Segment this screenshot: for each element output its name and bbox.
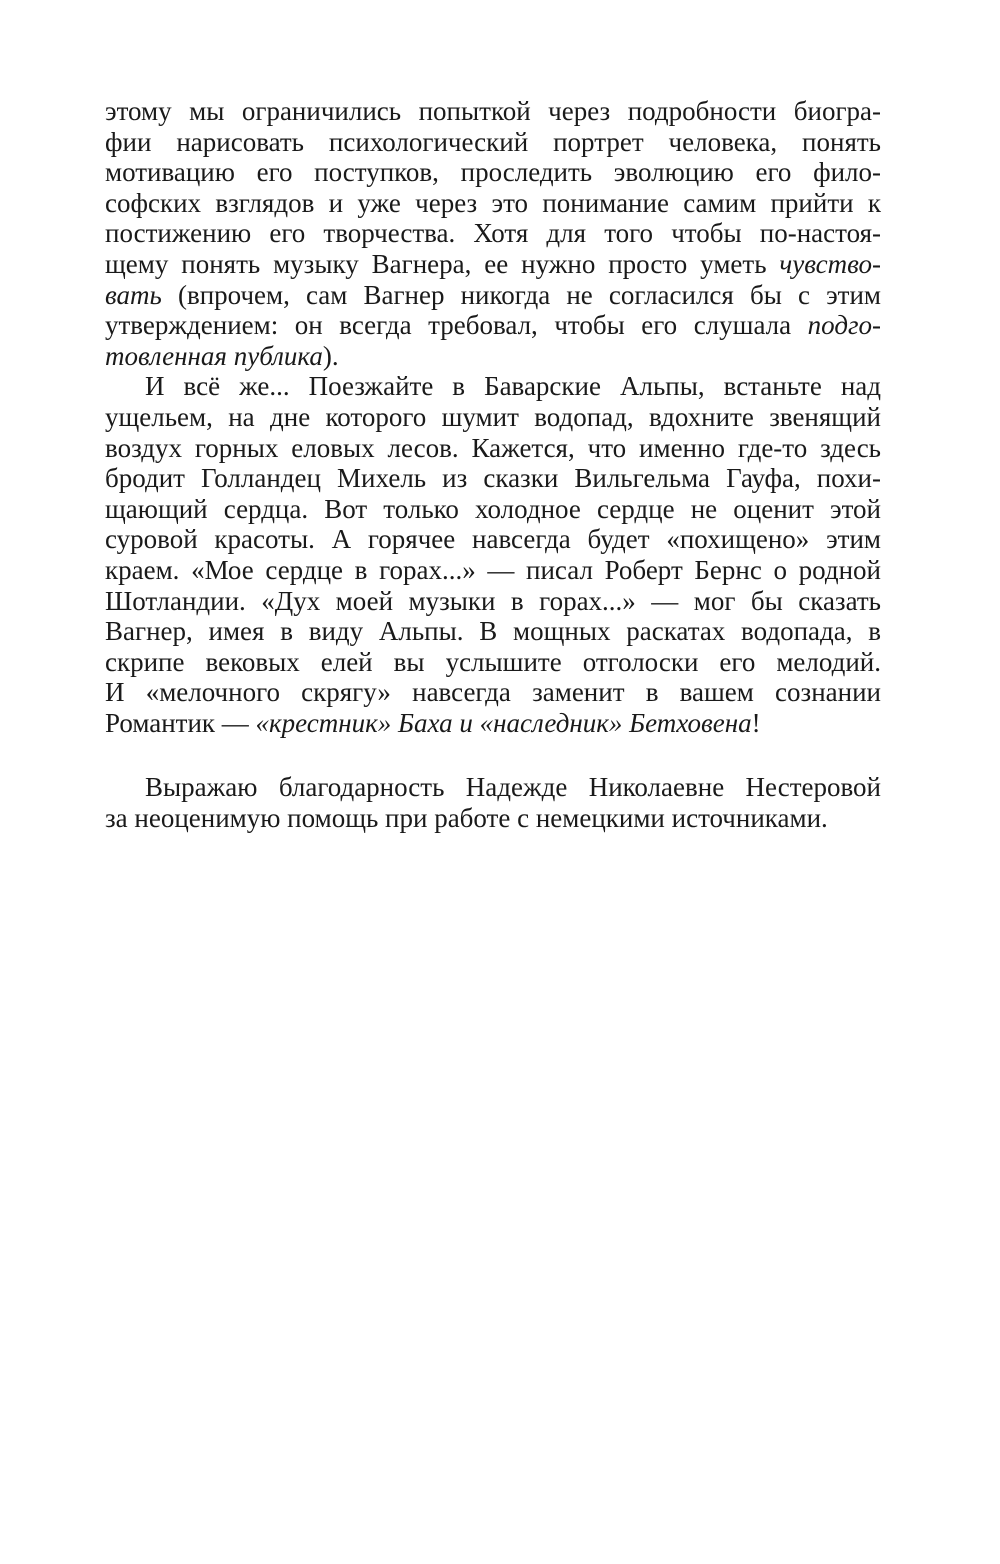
text-line: бродит Голландец Михель из сказки Вильгельма Гауфа, похи-: [105, 463, 881, 494]
paragraph-continuation: [105, 96, 881, 371]
paragraph-alps: [105, 371, 881, 738]
italic-text: товленная публика: [105, 340, 323, 371]
text-line: товленная публика).: [105, 340, 339, 371]
text-line: постижению его творчества. Хотя для того чтобы по-настоя-: [105, 218, 881, 249]
italic-text: «крестник» Баха и «наследник» Бетховена: [255, 707, 752, 738]
text-line: щающий сердца. Вот только холодное сердце не оценит этой: [105, 493, 881, 524]
text-line: Вагнер, имея в виду Альпы. В мощных раскатах водопада, в: [105, 616, 881, 647]
text-line: мотивацию его поступков, проследить эволюцию его фило-: [105, 157, 881, 188]
text-line: софских взглядов и уже через это понимание самим прийти к: [105, 187, 881, 218]
text-line: скрипе вековых елей вы услышите отголоски его мелодий.: [105, 646, 881, 677]
text-line: фии нарисовать психологический портрет человека, понять: [105, 126, 881, 157]
acknowledgement-block: [105, 772, 881, 833]
text-line: щему понять музыку Вагнера, ее нужно просто уметь чувство-: [105, 248, 881, 279]
text-line: И всё же... Поезжайте в Баварские Альпы, встаньте над: [145, 371, 881, 402]
text-line: за неоценимую помощь при работе с немецкими источниками.: [105, 802, 828, 833]
text-line: Выражаю благодарность Надежде Николаевне Нестеровой: [145, 772, 881, 802]
text-line: вать (впрочем, сам Вагнер никогда не согласился бы с этим: [105, 279, 881, 310]
text-line: краем. «Мое сердце в горах...» — писал Роберт Бернс о родной: [105, 554, 881, 585]
text-line: ущельем, на дне которого шумит водопад, вдохните звенящий: [105, 401, 881, 432]
italic-text: чувство-: [779, 248, 881, 279]
text-line: воздух горных еловых лесов. Кажется, что именно где-то здесь: [105, 432, 881, 463]
text-line: И «мелочного скрягу» навсегда заменит в вашем сознании: [105, 677, 881, 708]
text-line: Шотландии. «Дух моей музыки в горах...» — мог бы сказать: [105, 585, 881, 616]
italic-text: подго-: [807, 310, 881, 341]
main-text-block: [105, 96, 881, 738]
text-line: утверждением: он всегда требовал, чтобы его слушала подго-: [105, 310, 881, 341]
italic-text: вать: [105, 279, 162, 310]
text-line: этому мы ограничились попыткой через подробности биогра-: [105, 96, 881, 126]
text-line: Романтик — «крестник» Баха и «наследник» Бетховена!: [105, 707, 761, 738]
text-line: суровой красоты. А горячее навсегда будет «похищено» этим: [105, 524, 881, 555]
